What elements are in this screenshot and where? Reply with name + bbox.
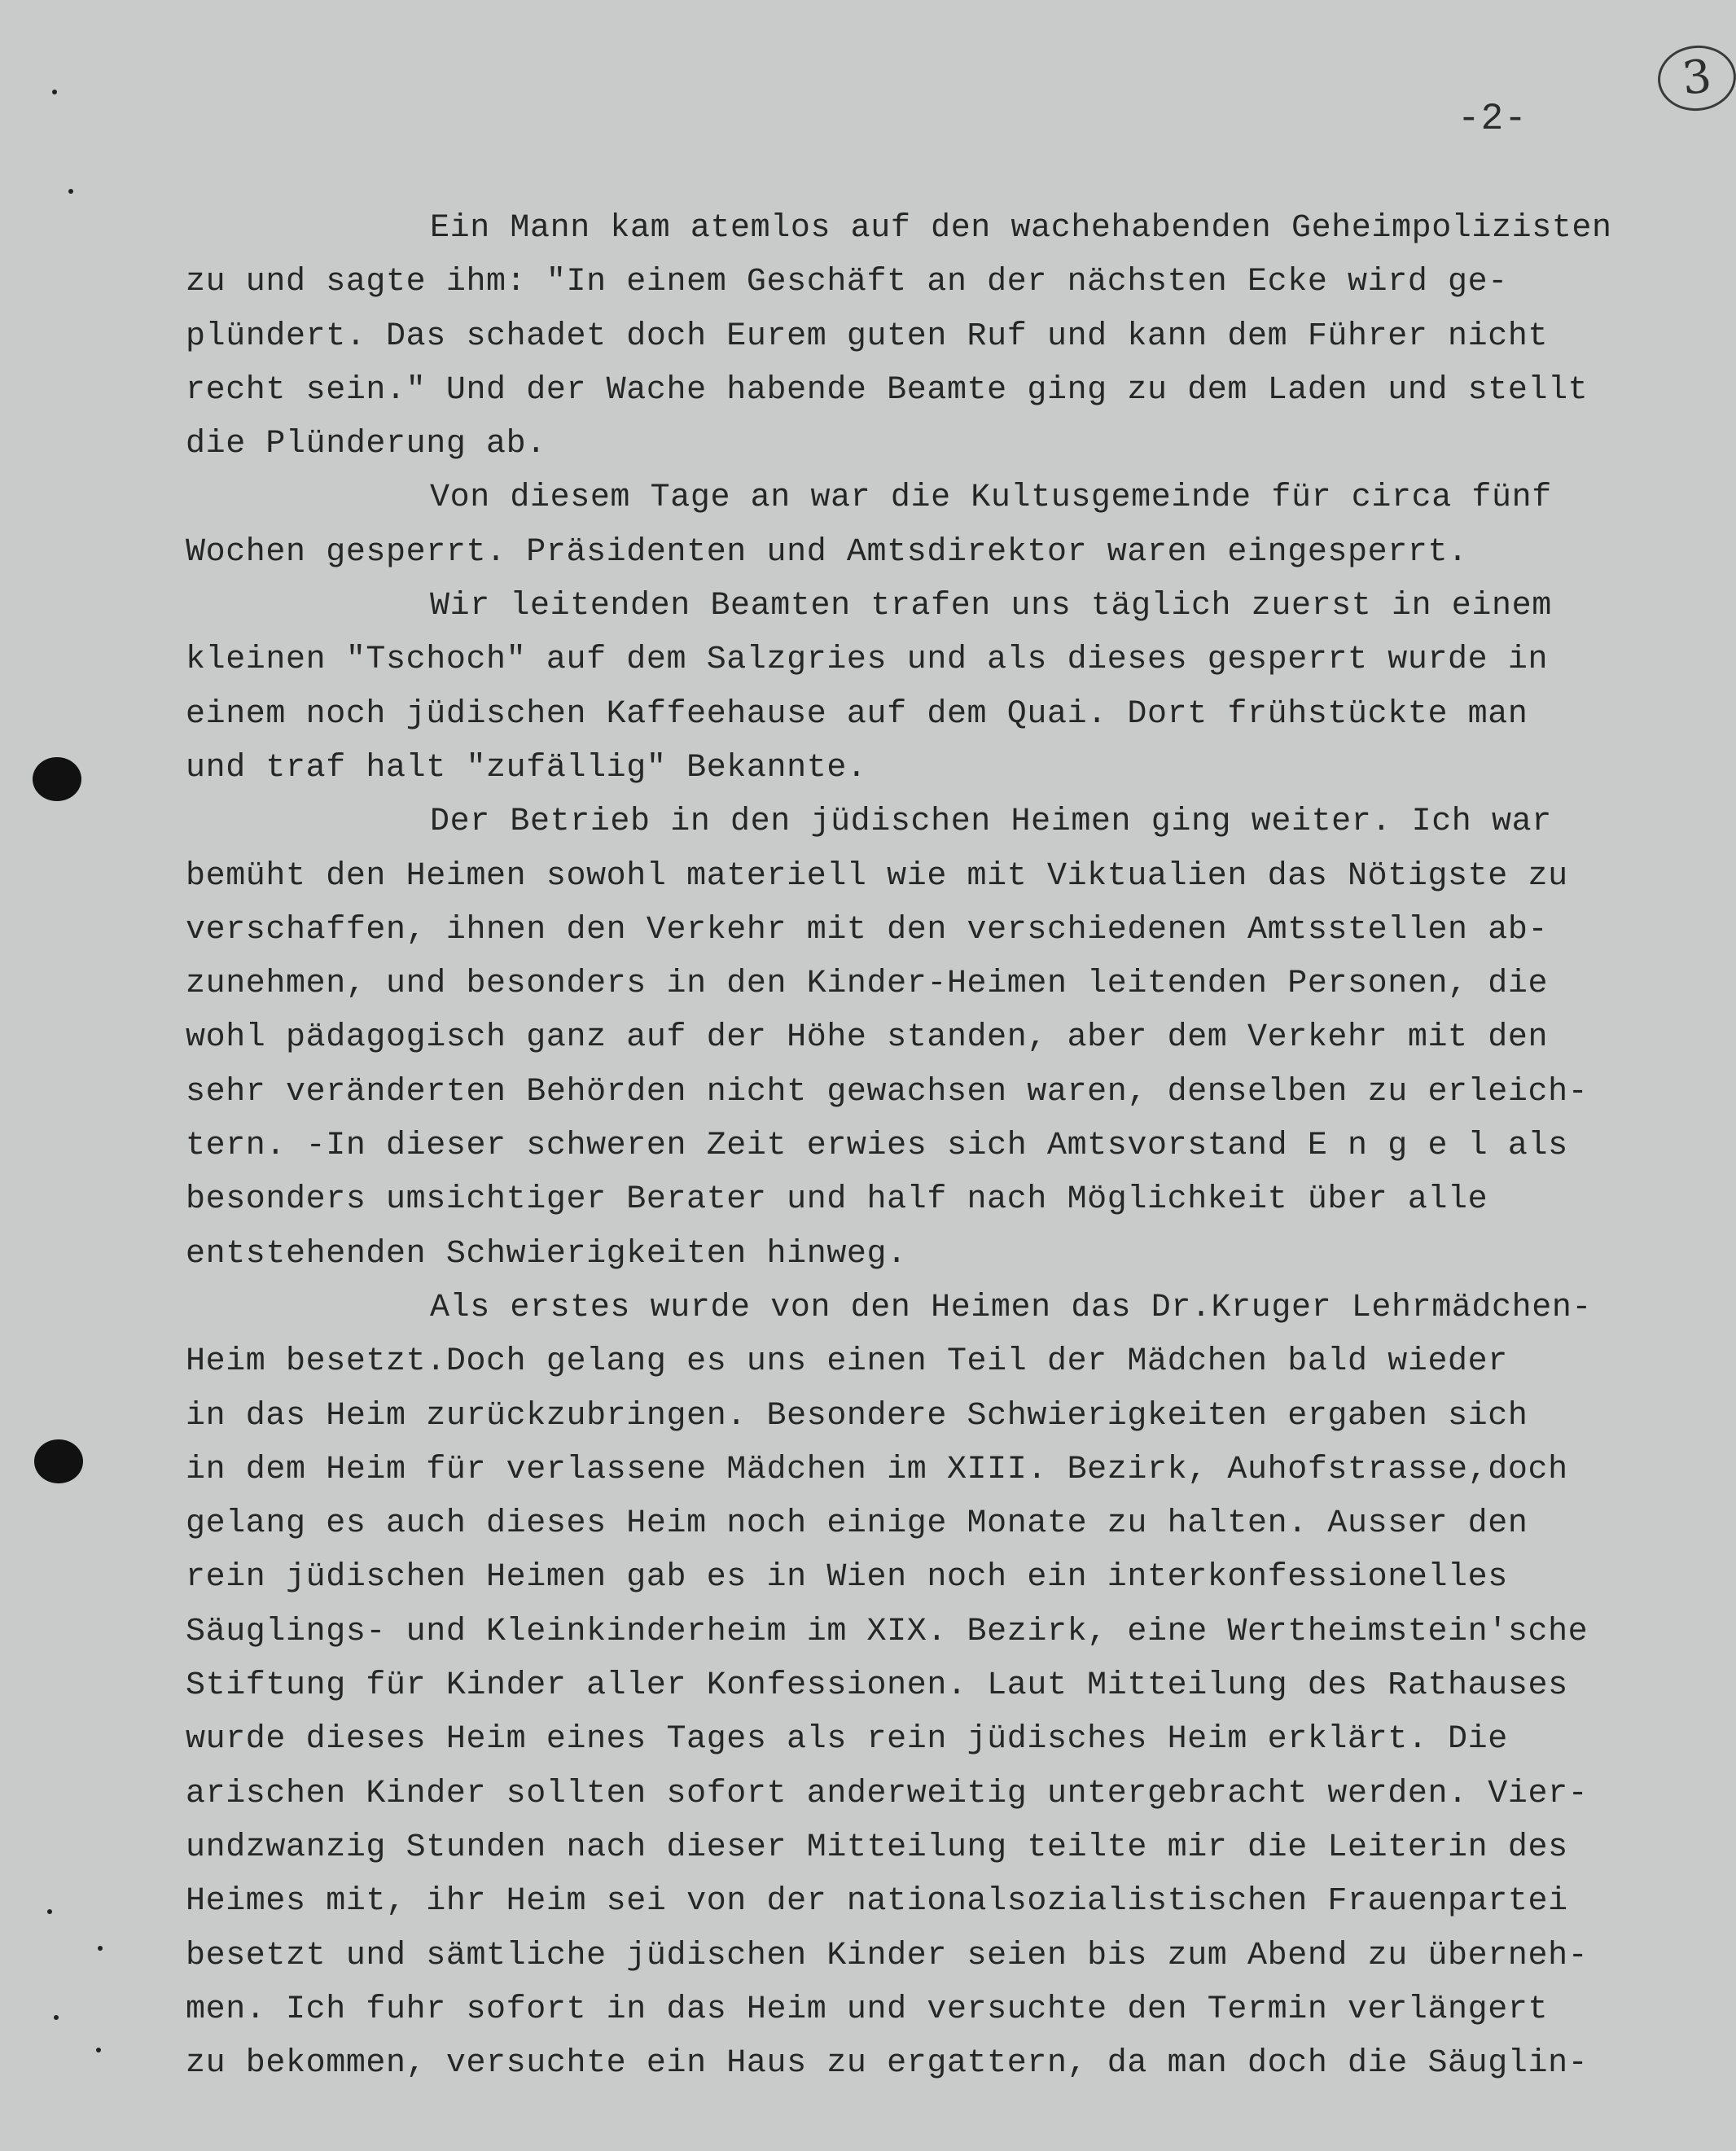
text-line: verschaffen, ihnen den Verkehr mit den verschiedenen Amtsstellen ab- [186, 911, 1549, 948]
paper-speck [98, 1946, 103, 1951]
text-line: besetzt und sämtliche jüdischen Kinder seien bis zum Abend zu überneh- [186, 1937, 1589, 1974]
paper-speck [96, 2048, 101, 2052]
text-line: sehr veränderten Behörden nicht gewachsen waren, denselben zu erleich- [186, 1073, 1589, 1111]
text-line: einem noch jüdischen Kaffeehause auf dem Quai. Dort frühstückte man [186, 695, 1528, 733]
text-line: plündert. Das schadet doch Eurem guten Ruf und kann dem Führer nicht [186, 318, 1549, 355]
text-line: besonders umsichtiger Berater und half nach Möglichkeit über alle [186, 1181, 1488, 1219]
text-line: entstehenden Schwierigkeiten hinweg. [186, 1235, 907, 1273]
text-line: wurde dieses Heim eines Tages als rein jüdisches Heim erklärt. Die [186, 1721, 1508, 1759]
paper-speck [54, 2015, 59, 2020]
text-line: Als erstes wurde von den Heimen das Dr.Kruger Lehrmädchen- [430, 1289, 1593, 1326]
text-line: Heimes mit, ihr Heim sei von der nationalsozialistischen Frauenpartei [186, 1883, 1568, 1921]
punch-hole-top [33, 757, 81, 801]
text-line: zu und sagte ihm: "In einem Geschäft an der nächsten Ecke wird ge- [186, 264, 1508, 301]
text-line: Stiftung für Kinder aller Konfessionen. Laut Mitteilung des Rathauses [186, 1667, 1568, 1705]
text-line: gelang es auch dieses Heim noch einige Monate zu halten. Ausser den [186, 1505, 1528, 1543]
paper-speck [47, 1909, 52, 1914]
text-line: zunehmen, und besonders in den Kinder-Heimen leitenden Personen, die [186, 966, 1549, 1003]
page-number: -2- [1458, 98, 1528, 140]
text-line: Von diesem Tage an war die Kultusgemeinde für circa fünf [430, 480, 1552, 517]
text-line: arischen Kinder sollten sofort anderweitig untergebracht werden. Vier- [186, 1775, 1589, 1812]
text-line: Wochen gesperrt. Präsidenten und Amtsdirektor waren eingesperrt. [186, 533, 1468, 571]
typewritten-body-text [186, 202, 1733, 2091]
text-line: Wir leitenden Beamten trafen uns täglich zuerst in einem [430, 588, 1552, 625]
punch-hole-bottom [34, 1439, 83, 1483]
text-line: Heim besetzt.Doch gelang es uns einen Teil der Mädchen bald wieder [186, 1343, 1508, 1381]
text-line: zu bekommen, versuchte ein Haus zu ergattern, da man doch die Säuglin- [186, 2045, 1589, 2083]
text-line: recht sein." Und der Wache habende Beamte ging zu dem Laden und stellt [186, 371, 1589, 409]
text-line: men. Ich fuhr sofort in das Heim und versuchte den Termin verlängert [186, 1991, 1549, 2028]
text-line: bemüht den Heimen sowohl materiell wie mit Viktualien das Nötigste zu [186, 857, 1568, 895]
text-line: tern. -In dieser schweren Zeit erwies sich Amtsvorstand E n g e l als [186, 1128, 1568, 1165]
paper-speck [68, 189, 73, 194]
text-line: Ein Mann kam atemlos auf den wachehabenden Geheimpolizisten [430, 210, 1612, 247]
text-line: kleinen "Tschoch" auf dem Salzgries und als dieses gesperrt wurde in [186, 642, 1549, 679]
paper-speck [52, 90, 57, 94]
text-line: Säuglings- und Kleinkinderheim im XIX. Bezirk, eine Wertheimstein'sche [186, 1613, 1589, 1650]
text-line: rein jüdischen Heimen gab es in Wien noch ein interkonfessionelles [186, 1559, 1508, 1597]
text-line: in dem Heim für verlassene Mädchen im XIII. Bezirk, Auhofstrasse,doch [186, 1451, 1568, 1488]
archive-page-number-circled: 3 [1655, 42, 1736, 115]
text-line: wohl pädagogisch ganz auf der Höhe standen, aber dem Verkehr mit den [186, 1019, 1549, 1057]
text-line: undzwanzig Stunden nach dieser Mitteilung teilte mir die Leiterin des [186, 1829, 1568, 1866]
text-line: und traf halt "zufällig" Bekannte. [186, 749, 867, 786]
text-line: in das Heim zurückzubringen. Besondere Schwierigkeiten ergaben sich [186, 1397, 1528, 1435]
text-line: die Plünderung ab. [186, 426, 546, 463]
text-line: Der Betrieb in den jüdischen Heimen ging weiter. Ich war [430, 804, 1552, 841]
